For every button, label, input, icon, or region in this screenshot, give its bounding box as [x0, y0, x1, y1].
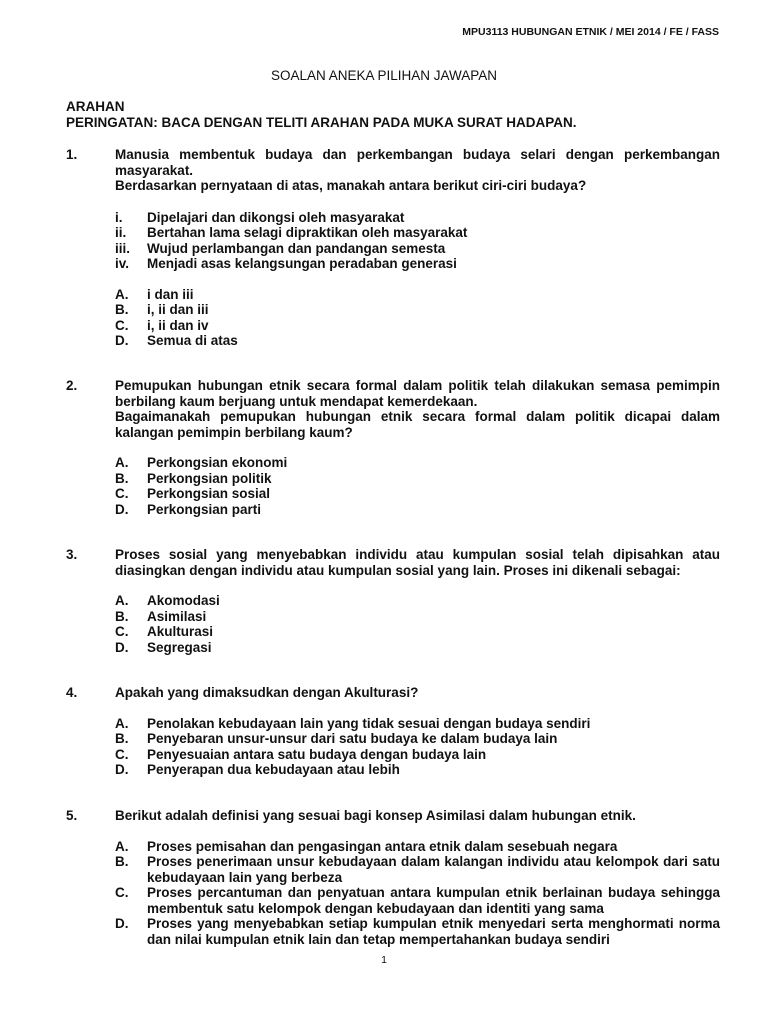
question-1	[66, 147, 720, 349]
question-5	[66, 808, 720, 947]
question-3	[66, 547, 720, 655]
answer-option	[115, 502, 720, 518]
answer-option	[115, 762, 720, 778]
answer-option	[115, 885, 720, 916]
option-text: Segregasi	[147, 639, 212, 655]
option-text: Akomodasi	[147, 593, 220, 608]
option-label: D.	[115, 333, 129, 348]
option-text: Penyebaran unsur-unsur dari satu budaya ke dalam budaya lain	[147, 731, 558, 746]
option-label: C.	[115, 746, 129, 762]
answer-option	[115, 455, 720, 471]
question-stem: Berikut adalah definisi yang sesuai bagi konsep Asimilasi dalam hubungan etnik.	[115, 808, 636, 823]
statement-text: Dipelajari dan dikongsi oleh masyarakat	[147, 209, 405, 225]
option-label: D.	[115, 501, 129, 517]
option-text: i, ii dan iii	[147, 302, 209, 317]
option-label: B.	[115, 854, 129, 869]
option-label: C.	[115, 486, 129, 501]
answer-option	[115, 333, 720, 349]
option-label: B.	[115, 608, 129, 624]
question-number: 3.	[66, 547, 78, 562]
option-label: C.	[115, 885, 129, 900]
option-text: Penolakan kebudayaan lain yang tidak sesuai dengan budaya sendiri	[147, 715, 591, 731]
statement-text: Bertahan lama selagi dipraktikan oleh masyarakat	[147, 225, 468, 240]
option-label: B.	[115, 302, 129, 317]
answer-option	[115, 486, 720, 502]
question-stem: Bagaimanakah pemupukan hubungan etnik secara formal dalam politik dicapai dalam kalangan pemimpin berbilang kaum?	[115, 409, 720, 440]
answer-option	[115, 471, 720, 487]
option-text: Perkongsian parti	[147, 501, 262, 517]
answer-options	[115, 593, 720, 655]
statement-label: iii.	[115, 240, 131, 256]
answer-options	[115, 287, 720, 349]
answer-option	[115, 747, 720, 763]
statement-text: Menjadi asas kelangsungan peradaban generasi	[147, 256, 457, 271]
option-text: Perkongsian ekonomi	[147, 455, 288, 470]
question-number: 4.	[66, 685, 78, 700]
answer-option	[115, 731, 720, 747]
option-text: i dan iii	[147, 286, 194, 302]
answer-option	[115, 287, 720, 303]
option-text: Semua di atas	[147, 333, 238, 348]
option-label: C.	[115, 317, 129, 333]
question-number: 5.	[66, 808, 78, 823]
page-header: MPU3113 HUBUNGAN ETNIK / MEI 2014 / FE / FASS	[462, 26, 719, 38]
answer-option	[115, 302, 720, 318]
answer-options	[115, 839, 720, 948]
statement-item	[115, 210, 720, 226]
statement-label: i.	[115, 209, 123, 225]
option-label: A.	[115, 838, 129, 854]
question-stem: Apakah yang dimaksudkan dengan Akulturasi?	[115, 685, 419, 700]
option-text: Proses yang menyebabkan setiap kumpulan etnik menyedari serta menghormati norma dan nilai kumpulan etnik lain dan tetap mempertahankan budaya sendiri	[147, 916, 720, 947]
page-number: 1	[381, 954, 387, 966]
answer-option	[115, 624, 720, 640]
statement-item	[115, 256, 720, 272]
question-stem: Berdasarkan pernyataan di atas, manakah antara berikut ciri-ciri budaya?	[115, 178, 587, 193]
answer-option	[115, 640, 720, 656]
answer-options	[115, 716, 720, 778]
arahan-heading: ARAHAN	[66, 99, 125, 114]
option-label: D.	[115, 639, 129, 655]
question-number: 2.	[66, 378, 78, 393]
option-text: Proses pemisahan dan pengasingan antara etnik dalam sesebuah negara	[147, 838, 618, 854]
answer-option	[115, 716, 720, 732]
peringatan-text: PERINGATAN: BACA DENGAN TELITI ARAHAN PADA MUKA SURAT HADAPAN.	[66, 115, 577, 130]
question-number: 1.	[66, 147, 78, 162]
option-label: A.	[115, 455, 129, 470]
statement-item	[115, 225, 720, 241]
option-text: Asimilasi	[147, 608, 207, 624]
option-text: Perkongsian politik	[147, 470, 272, 486]
option-label: D.	[115, 762, 129, 777]
question-stem: Pemupukan hubungan etnik secara formal dalam politik telah dilakukan semasa pemimpin berbilang kaum berjuang untuk mendapat kemerdekaan.	[115, 378, 720, 409]
question-4	[66, 685, 720, 778]
option-text: Perkongsian sosial	[147, 486, 271, 501]
answer-option	[115, 609, 720, 625]
option-label: B.	[115, 470, 129, 486]
answer-option	[115, 916, 720, 947]
statement-item	[115, 241, 720, 257]
option-label: D.	[115, 916, 129, 931]
option-label: A.	[115, 715, 129, 731]
option-text: Penyesuaian antara satu budaya dengan budaya lain	[147, 746, 487, 762]
option-text: i, ii dan iv	[147, 317, 209, 333]
answer-options	[115, 455, 720, 517]
instructions	[66, 99, 720, 131]
statement-list	[115, 210, 720, 272]
option-label: A.	[115, 286, 129, 302]
option-text: Proses percantuman dan penyatuan antara kumpulan etnik berlainan budaya sehingga membentuk satu kelompok dengan kebudayaan dan identiti yang sama	[147, 885, 720, 916]
statement-label: iv.	[115, 256, 130, 271]
option-label: A.	[115, 593, 129, 608]
page-title: SOALAN ANEKA PILIHAN JAWAPAN	[270, 68, 498, 83]
answer-option	[115, 854, 720, 885]
option-label: B.	[115, 731, 129, 746]
question-stem: Manusia membentuk budaya dan perkembangan budaya selari dengan perkembangan masyarakat.	[115, 147, 720, 178]
answer-option	[115, 318, 720, 334]
option-label: C.	[115, 624, 129, 639]
option-text: Proses penerimaan unsur kebudayaan dalam kalangan individu atau kelompok dari satu kebudayaan lain yang berbeza	[147, 854, 720, 885]
answer-option	[115, 839, 720, 855]
option-text: Penyerapan dua kebudayaan atau lebih	[147, 762, 400, 777]
question-stem: Proses sosial yang menyebabkan individu atau kumpulan sosial telah dipisahkan atau diasingkan dengan individu atau kumpulan sosial yang lain. Proses ini dikenali sebagai:	[115, 547, 720, 578]
statement-text: Wujud perlambangan dan pandangan semesta	[147, 240, 446, 256]
answer-option	[115, 593, 720, 609]
statement-label: ii.	[115, 225, 127, 240]
question-2	[66, 378, 720, 517]
option-text: Akulturasi	[147, 624, 214, 639]
